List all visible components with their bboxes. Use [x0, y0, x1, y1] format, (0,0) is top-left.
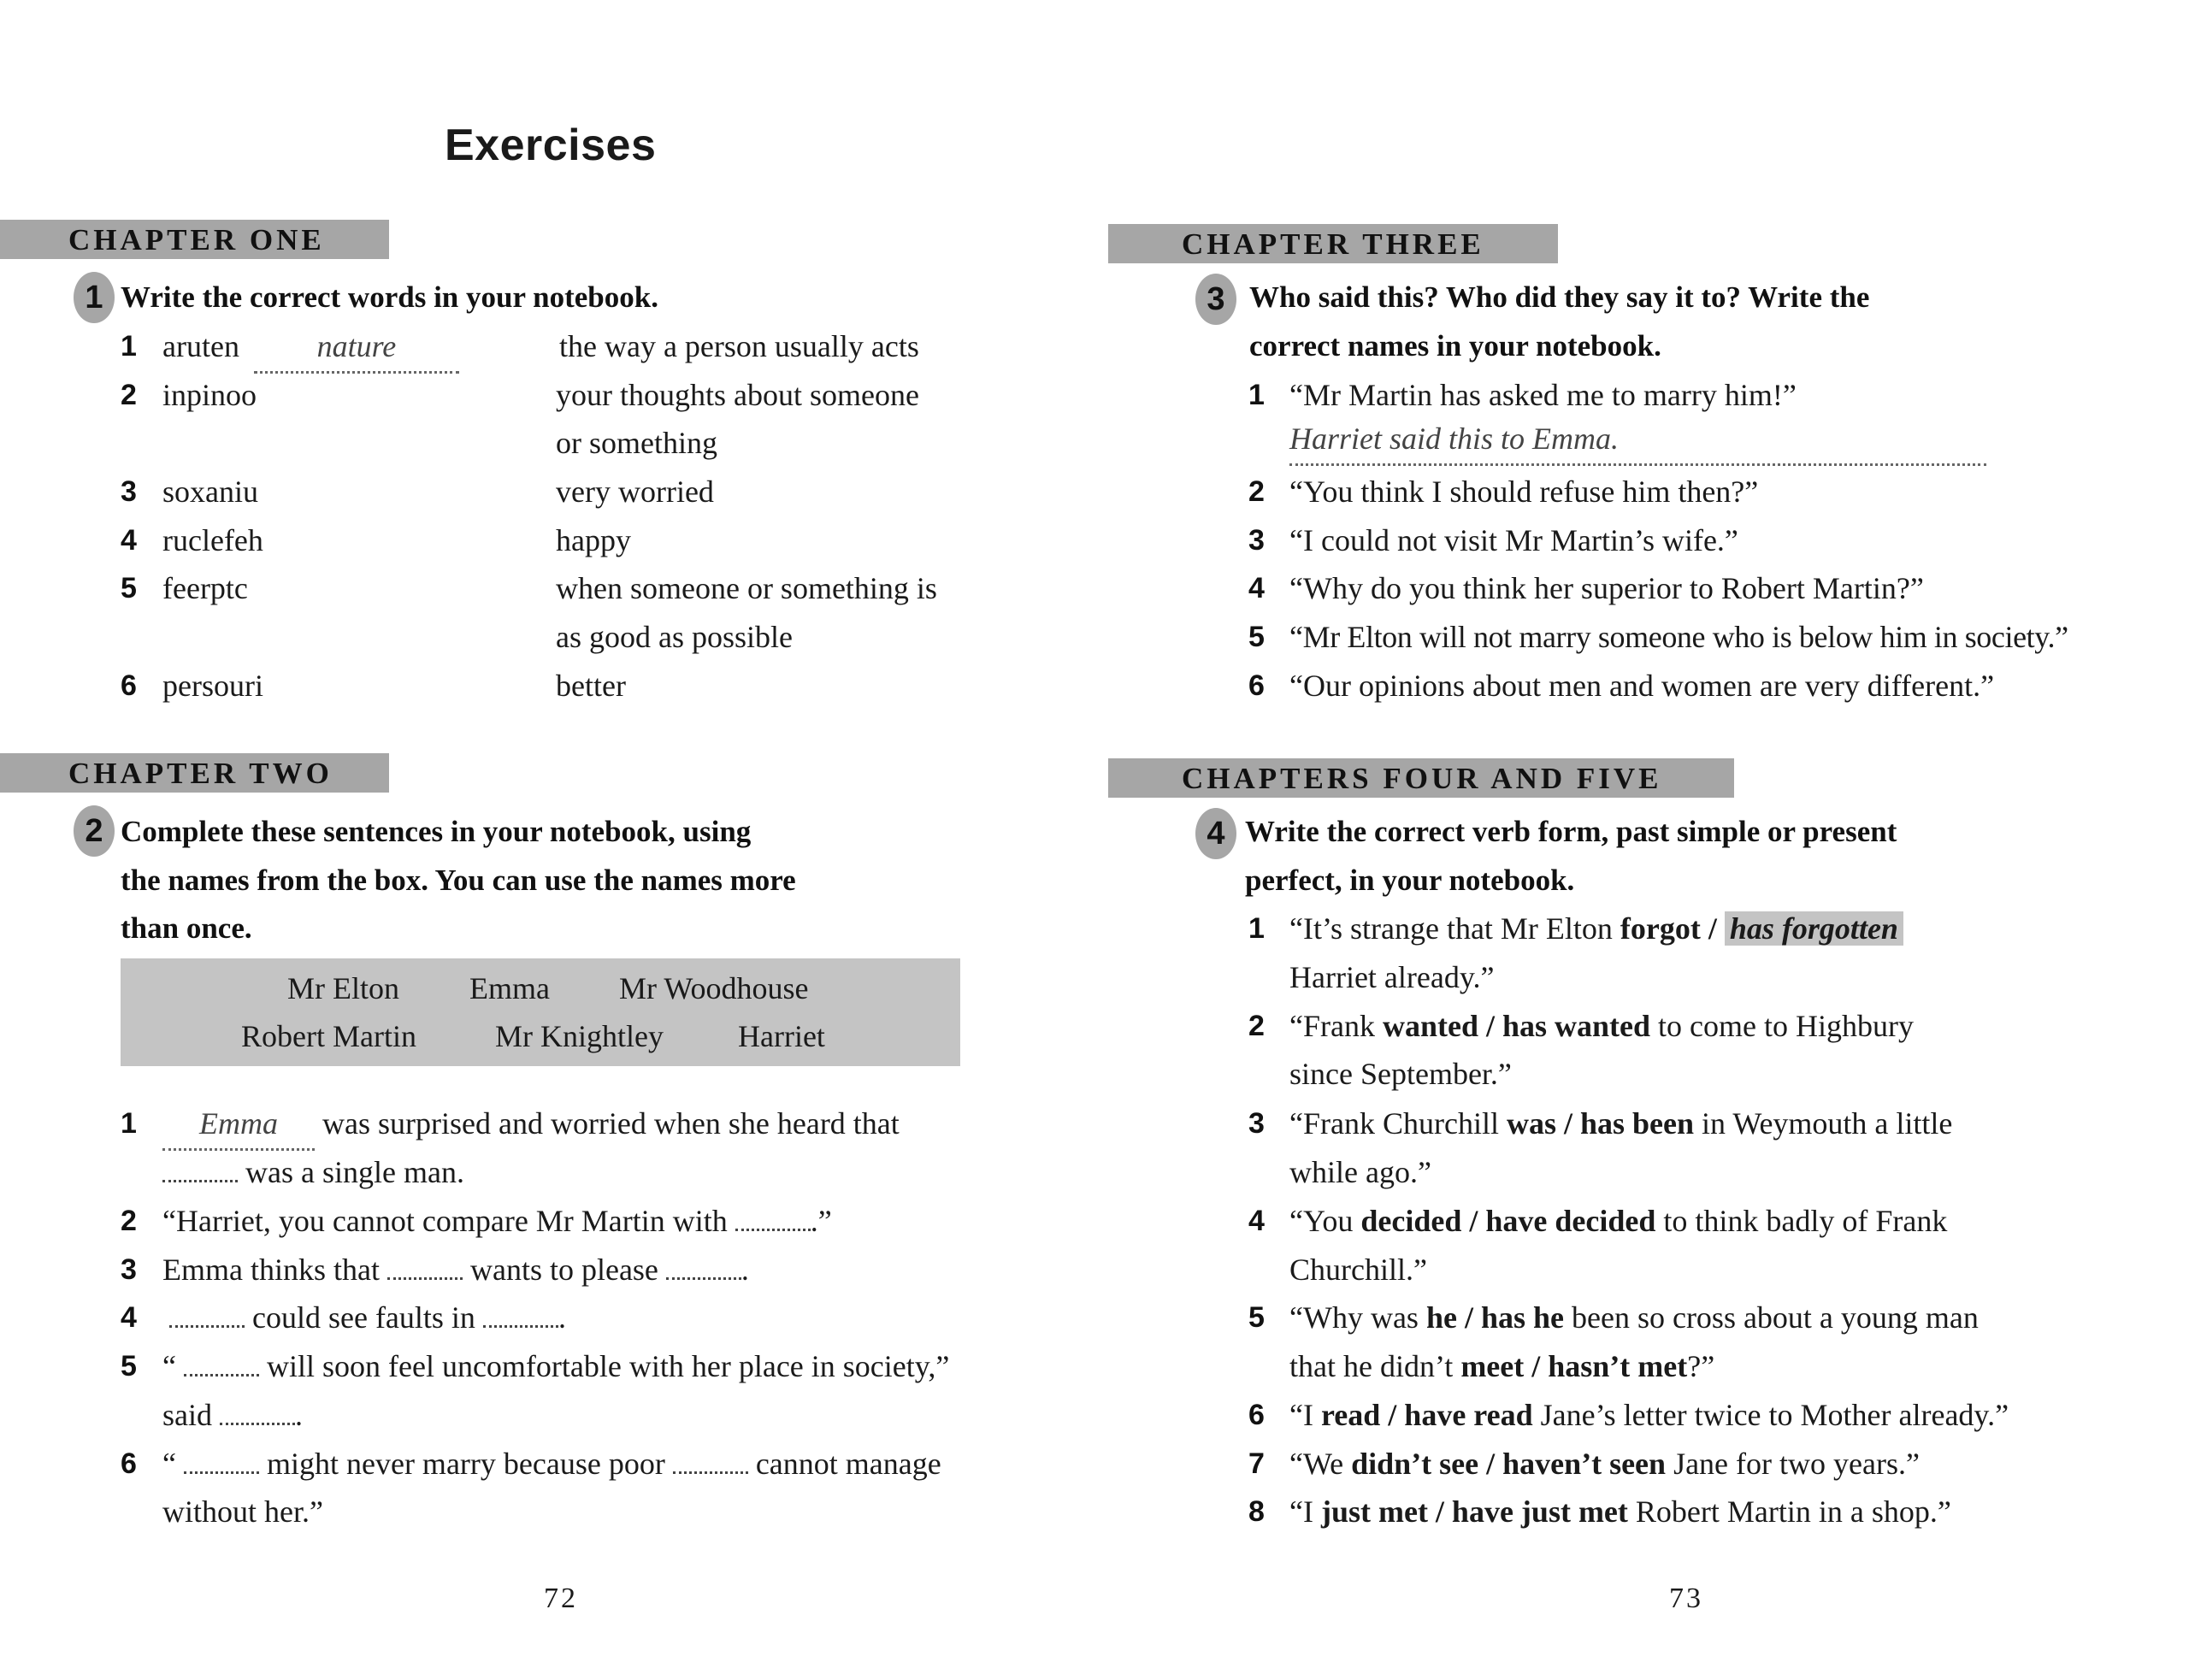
- name-option: Mr Knightley: [495, 1019, 664, 1053]
- blank: [483, 1298, 558, 1328]
- sentence-text: cannot manage: [755, 1447, 941, 1481]
- blank: [735, 1201, 811, 1231]
- sentence-text: to come to Highbury: [1650, 1009, 1914, 1043]
- sentence-text-continued: without her.”: [162, 1494, 323, 1529]
- scrambled-word: aruten: [162, 329, 239, 363]
- answer-text: Harriet said this to Emma.: [1289, 421, 1620, 456]
- answer-text: nature: [316, 329, 397, 363]
- item-line: [1289, 1002, 1914, 1051]
- right-page: [1094, 0, 2189, 1680]
- sentence-end: .: [558, 1300, 566, 1335]
- sentence-text-continued: Churchill.”: [1289, 1253, 1427, 1287]
- item-number: 4: [1248, 1205, 1265, 1237]
- item-number: 6: [121, 1447, 137, 1480]
- verb-option: forgot: [1620, 911, 1701, 946]
- chapter-two-heading: [0, 753, 389, 793]
- item-number: 2: [1248, 475, 1265, 508]
- item-number: 1: [1248, 379, 1265, 411]
- sentence-end: .: [295, 1398, 303, 1432]
- item-number: 3: [121, 1253, 137, 1286]
- quote-text: “Mr Martin has asked me to marry him!”: [1289, 378, 1797, 412]
- item-line: [1289, 1197, 1947, 1246]
- exercise-4-badge: 4: [1195, 808, 1236, 859]
- sentence-text: will soon feel uncomfortable with her place in society,”: [266, 1349, 950, 1383]
- verb-options: meet / hasn’t met: [1460, 1349, 1688, 1383]
- item-line: [1289, 1391, 2009, 1440]
- sentence-text: “We: [1289, 1447, 1352, 1481]
- scrambled-word: persouri: [162, 669, 263, 703]
- quote-text: “You think I should refuse him then?”: [1289, 475, 1759, 509]
- page-number: 73: [1669, 1583, 1703, 1614]
- item-number: 1: [1248, 912, 1265, 945]
- quote-text: “Why do you think her superior to Robert Martin?”: [1289, 571, 1924, 605]
- verb-options: just met / have just met: [1320, 1494, 1628, 1529]
- sentence-end: ?”: [1687, 1349, 1715, 1383]
- item-line: [1289, 1488, 1951, 1536]
- sentence-text: was surprised and worried when she heard that: [322, 1106, 900, 1141]
- names-box: [121, 958, 960, 1066]
- blank: [162, 1152, 238, 1182]
- left-page: [0, 0, 1094, 1680]
- item-number: 4: [121, 524, 137, 557]
- quote-text: “Our opinions about men and women are very different.”: [1289, 669, 1995, 703]
- sentence-text: in Weymouth a little: [1694, 1106, 1953, 1141]
- answer-field: [162, 1099, 315, 1151]
- item-line: [1289, 905, 1903, 953]
- sentence-text: Robert Martin in a shop.”: [1627, 1494, 1951, 1529]
- sentence-end: .”: [810, 1204, 832, 1238]
- page-number: 72: [544, 1583, 578, 1614]
- verb-options: read / have read: [1320, 1398, 1533, 1432]
- sentence-text: could see faults in: [252, 1300, 475, 1335]
- page-title: Exercises: [445, 121, 657, 170]
- verb-options: wanted / has wanted: [1382, 1009, 1651, 1043]
- item-number: 3: [1248, 1107, 1265, 1140]
- blank: [184, 1444, 259, 1474]
- blank: [220, 1395, 295, 1425]
- chapter-one-heading: [0, 220, 389, 259]
- scrambled-word: soxaniu: [162, 475, 258, 509]
- name-option: Robert Martin: [241, 1019, 416, 1053]
- exercise-4-instruction-line-2: perfect, in your notebook.: [1245, 864, 1575, 897]
- item-number: 4: [121, 1301, 137, 1334]
- item-word: [162, 322, 459, 374]
- item-line: [162, 1197, 832, 1246]
- name-option: Mr Elton: [287, 971, 399, 1005]
- exercise-1-badge: 1: [74, 272, 115, 323]
- verb-options: he / has he: [1425, 1300, 1564, 1335]
- sentence-text: Emma thinks that: [162, 1253, 380, 1287]
- item-line: [169, 1294, 566, 1342]
- item-number: 5: [1248, 621, 1265, 653]
- selected-answer: has forgotten: [1725, 911, 1903, 946]
- sentence-text-continued: Harriet already.”: [1289, 960, 1495, 994]
- item-number: 5: [121, 1350, 137, 1382]
- sentence-end: .: [740, 1253, 749, 1287]
- item-number: 1: [121, 1107, 137, 1140]
- sentence-text: “It’s strange that Mr Elton: [1289, 911, 1620, 946]
- blank: [184, 1347, 259, 1376]
- item-line-2: [162, 1148, 464, 1197]
- item-line: [162, 1099, 900, 1151]
- answer-field: [1289, 415, 1986, 466]
- item-number: 7: [1248, 1447, 1265, 1480]
- blank: [169, 1298, 245, 1328]
- item-number: 6: [1248, 1399, 1265, 1431]
- sentence-text: “You: [1289, 1204, 1361, 1238]
- sentence-text: “I: [1289, 1398, 1321, 1432]
- item-number: 2: [121, 379, 137, 411]
- sentence-text: “Frank: [1289, 1009, 1383, 1043]
- exercise-2-badge: 2: [74, 805, 115, 857]
- option-separator: /: [1700, 911, 1725, 946]
- chapters-four-five-label: CHAPTERS FOUR AND FIVE: [1182, 762, 1662, 795]
- exercise-2-instruction-line-1: Complete these sentences in your notebook, using: [121, 815, 752, 848]
- definition: when someone or something is: [556, 571, 937, 605]
- sentence-text: said: [162, 1398, 212, 1432]
- exercise-2-instruction-line-2: the names from the box. You can use the names more: [121, 864, 796, 897]
- scrambled-word: ruclefeh: [162, 523, 263, 557]
- item-line: [162, 1440, 941, 1488]
- sentence-text: “Harriet, you cannot compare Mr Martin with: [162, 1204, 728, 1238]
- item-number: 5: [1248, 1301, 1265, 1334]
- item-number: 6: [121, 669, 137, 702]
- definition: your thoughts about someone: [556, 378, 919, 412]
- definition-continued: or something: [556, 426, 717, 460]
- item-number: 1: [121, 330, 137, 363]
- scrambled-word: feerptc: [162, 571, 248, 605]
- verb-options: decided / have decided: [1360, 1204, 1656, 1238]
- chapter-three-label: CHAPTER THREE: [1182, 227, 1484, 261]
- sentence-text-continued: while ago.”: [1289, 1155, 1431, 1189]
- item-number: 5: [121, 572, 137, 604]
- name-option: Emma: [469, 971, 550, 1005]
- item-number: 2: [1248, 1010, 1265, 1042]
- definition: better: [556, 669, 626, 703]
- exercise-3-badge: 3: [1195, 274, 1236, 325]
- sentence-text: been so cross about a young man: [1564, 1300, 1979, 1335]
- item-number: 6: [1248, 669, 1265, 702]
- answer-field: [254, 322, 459, 374]
- item-number: 8: [1248, 1495, 1265, 1528]
- scrambled-word: inpinoo: [162, 378, 257, 412]
- definition: very worried: [556, 475, 714, 509]
- item-line: [162, 1342, 949, 1391]
- blank: [387, 1250, 463, 1280]
- sentence-text: “Frank Churchill: [1289, 1106, 1507, 1141]
- item-line-2: [162, 1391, 303, 1440]
- sentence-start: “: [162, 1349, 176, 1383]
- exercise-1-instruction: Write the correct words in your notebook.: [121, 280, 658, 314]
- item-line: [1289, 1294, 1979, 1342]
- item-number: 2: [121, 1205, 137, 1237]
- sentence-text: was a single man.: [245, 1155, 464, 1189]
- definition: the way a person usually acts: [559, 329, 919, 363]
- item-line: [1289, 1099, 1952, 1148]
- exercise-3-instruction-line-2: correct names in your notebook.: [1249, 329, 1661, 363]
- answer-text: Emma: [199, 1106, 278, 1141]
- exercise-2-instruction-line-3: than once.: [121, 911, 252, 945]
- sentence-text: Jane’s letter twice to Mother already.”: [1532, 1398, 2009, 1432]
- chapters-four-five-heading: [1108, 758, 1734, 798]
- chapter-one-label: CHAPTER ONE: [68, 223, 325, 256]
- item-number: 4: [1248, 572, 1265, 604]
- sentence-text: wants to please: [469, 1253, 658, 1287]
- name-option: Mr Woodhouse: [619, 971, 809, 1005]
- exercise-4-instruction-line-1: Write the correct verb form, past simple or present: [1245, 815, 1897, 848]
- item-line-2: [1289, 1342, 1714, 1391]
- verb-options: didn’t see / haven’t seen: [1351, 1447, 1667, 1481]
- item-line: [1289, 1440, 1920, 1488]
- verb-options: was / has been: [1506, 1106, 1694, 1141]
- sentence-text: that he didn’t: [1289, 1349, 1461, 1383]
- quote-text: “Mr Elton will not marry someone who is below him in society.”: [1289, 620, 2068, 654]
- definition: happy: [556, 523, 631, 557]
- chapter-three-heading: [1108, 224, 1558, 263]
- sentence-text-continued: since September.”: [1289, 1057, 1512, 1091]
- quote-text: “I could not visit Mr Martin’s wife.”: [1289, 523, 1738, 557]
- sentence-text: to think badly of Frank: [1655, 1204, 1948, 1238]
- sentence-text: “I: [1289, 1494, 1321, 1529]
- blank: [673, 1444, 748, 1474]
- sentence-text: “Why was: [1289, 1300, 1426, 1335]
- blank: [666, 1250, 741, 1280]
- sentence-text: Jane for two years.”: [1666, 1447, 1920, 1481]
- item-number: 3: [1248, 524, 1265, 557]
- sentence-start: “: [162, 1447, 176, 1481]
- sentence-text: might never marry because poor: [266, 1447, 665, 1481]
- item-number: 3: [121, 475, 137, 508]
- chapter-two-label: CHAPTER TWO: [68, 757, 333, 790]
- answer-line: [1289, 415, 1986, 466]
- item-line: [162, 1246, 749, 1294]
- definition-continued: as good as possible: [556, 620, 793, 654]
- name-option: Harriet: [738, 1019, 825, 1053]
- exercise-3-instruction-line-1: Who said this? Who did they say it to? Write the: [1249, 280, 1870, 314]
